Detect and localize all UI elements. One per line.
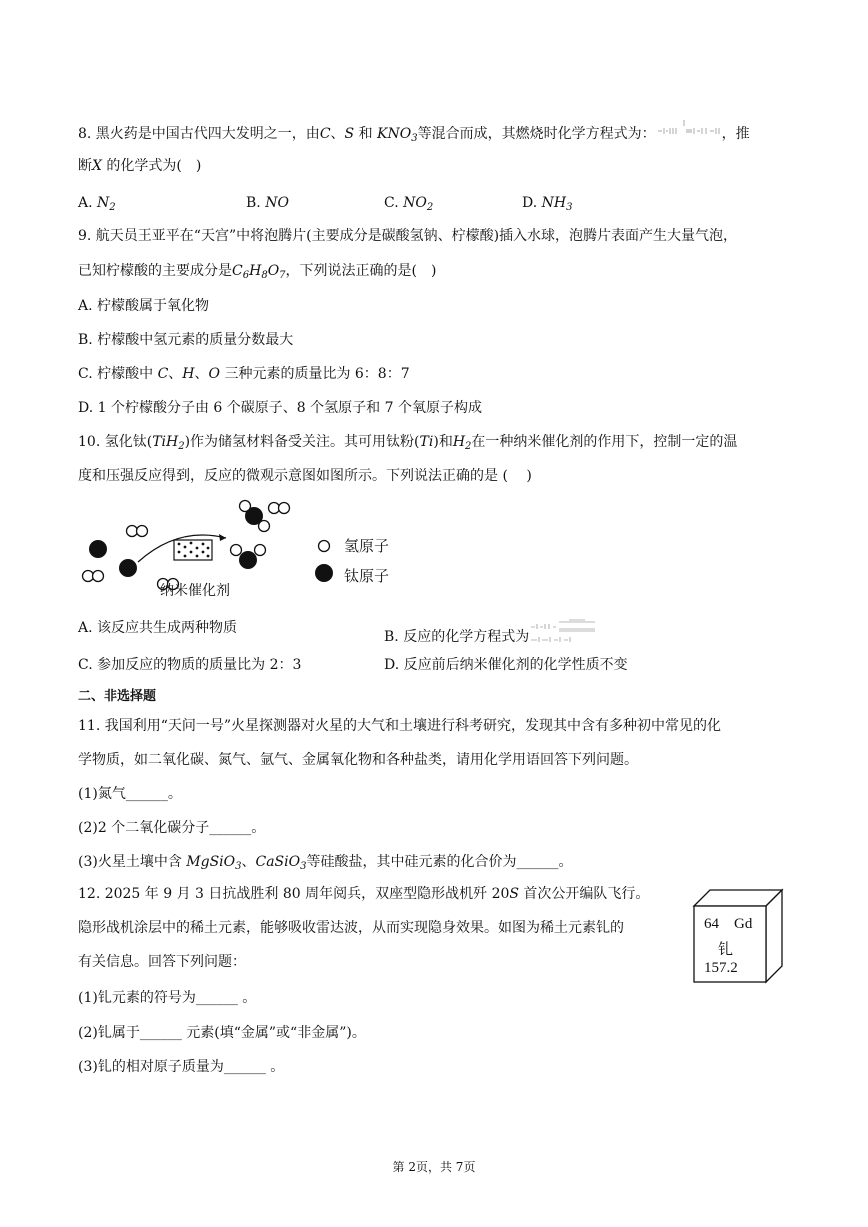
q11-part2: (2)2 个二氧化碳分子______。 <box>78 820 266 836</box>
q10-option-a: A. 该反应共生成两种物质 <box>78 620 238 636</box>
q9-line1: 9. 航天员王亚平在“天宫”中将泡腾片(主要成分是碳酸氢钠、柠檬酸)插入水球，泡腾片表面产生大量气泡， <box>78 228 738 244</box>
q9-line2: 已知柠檬酸的主要成分是$C_6H_8O_7$，下列说法正确的是( ) <box>78 263 437 281</box>
section-heading: 二、非选择题 <box>78 689 157 704</box>
q12-line1: 12. 2025 年 9 月 3 日抗战胜利 80 周年阅兵，双座型隐形战机歼 20S 首次公开编队飞行。 <box>78 886 650 902</box>
q8-option-d: D. $NH_3$ <box>522 195 573 213</box>
q10-option-c: C. 参加反应的物质的质量比为 2：3 <box>78 657 302 673</box>
element-name: 钆 <box>718 940 734 958</box>
q8-s: S <box>344 126 355 142</box>
q8-c: C <box>319 126 331 142</box>
titanium-atom <box>89 540 107 558</box>
q10-reaction-diagram <box>78 496 408 606</box>
q8-line2-b: 的化学式为( ) <box>101 158 202 174</box>
q11-part3: (3)火星土壤中含 MgSiO$_3$、CaSiO$_3$等硅酸盐，其中硅元素的化合价为______。 <box>78 854 573 872</box>
element-number: 64 <box>704 916 719 932</box>
legend-titanium-label: 钛原子 <box>344 567 390 585</box>
element-mass: 157.2 <box>704 960 738 976</box>
q8-x: X <box>92 158 102 174</box>
q8-text-b: 等混合而成，其燃烧时化学方程式为： <box>417 126 656 142</box>
q8-option-a: A. $N_2$ <box>78 195 116 213</box>
q8-option-b: B. NO <box>246 195 289 211</box>
q9-option-d: D. 1 个柠檬酸分子由 6 个碳原子、8 个氢原子和 7 个氧原子构成 <box>78 400 482 416</box>
q12-part3: (3)钆的相对原子质量为______ 。 <box>78 1059 285 1075</box>
q9-option-c: C. 柠檬酸中 C、H、O 三种元素的质量比为 6：8：7 <box>78 366 410 382</box>
titanium-legend-icon <box>315 564 333 582</box>
q11-line1: 11. 我国利用“天问一号”火星探测器对火星的大气和土壤进行科考研究，发现其中含有多种初中常见的化 <box>78 718 722 734</box>
q10-line1: 10. 氢化钛(TiH$_2$)作为储氢材料备受关注。其可用钛粉(Ti)和$H_2$在一种纳米催化剂的作用下，控制一定的温 <box>78 434 738 452</box>
q12-line3: 有关信息。回答下列问题： <box>78 954 246 970</box>
gadolinium-element-card <box>692 888 784 984</box>
q8-text: 8. 黑火药是中国古代四大发明之一，由 <box>78 126 320 142</box>
q8-line2-a: 断 <box>78 158 92 174</box>
q8-kno3-sub: 3 <box>411 133 418 144</box>
q9-option-a: A. 柠檬酸属于氧化物 <box>78 298 210 314</box>
q8-text-c: ，推 <box>721 126 750 142</box>
q12-line2: 隐形战机涂层中的稀土元素，能够吸收雷达波，从而实现隐身效果。如图为稀土元素钆的 <box>78 920 624 936</box>
q12-part1: (1)钆元素的符号为______ 。 <box>78 990 257 1006</box>
q8-line2 <box>78 156 201 176</box>
q10-line2: 度和压强反应得到，反应的微观示意图如图所示。下列说法正确的是 ( ) <box>78 468 532 484</box>
q9-option-b: B. 柠檬酸中氢元素的质量分数最大 <box>78 332 294 348</box>
q8-and: 和 <box>354 126 378 142</box>
page-footer: 第 2页，共 7页 <box>392 1160 476 1174</box>
q11-line2: 学物质，如二氧化碳、氮气、氩气、金属氧化物和各种盐类，请用化学用语回答下列问题。 <box>78 752 638 768</box>
q11-part1: (1)氮气______。 <box>78 786 182 802</box>
legend-hydrogen-label: 氢原子 <box>344 537 390 555</box>
hydrogen-legend-icon <box>319 541 330 552</box>
q8-option-c: C. $NO_2$ <box>384 195 434 213</box>
q12-part2: (2)钆属于______ 元素(填“金属”或“非金属”)。 <box>78 1025 366 1041</box>
q10-option-d: D. 反应前后纳米催化剂的化学性质不变 <box>384 657 628 673</box>
q8-sep: 、 <box>330 126 345 142</box>
q8-kno3: KNO <box>377 126 412 142</box>
q10-option-b: B. 反应的化学方程式为 <box>384 618 599 656</box>
titanium-atom <box>119 559 137 577</box>
q8-line1 <box>78 118 750 150</box>
q8-equation-image <box>656 118 722 150</box>
element-symbol: Gd <box>734 916 753 932</box>
catalyst-label: 纳米催化剂 <box>160 583 230 599</box>
q10-equation-image <box>529 618 599 656</box>
